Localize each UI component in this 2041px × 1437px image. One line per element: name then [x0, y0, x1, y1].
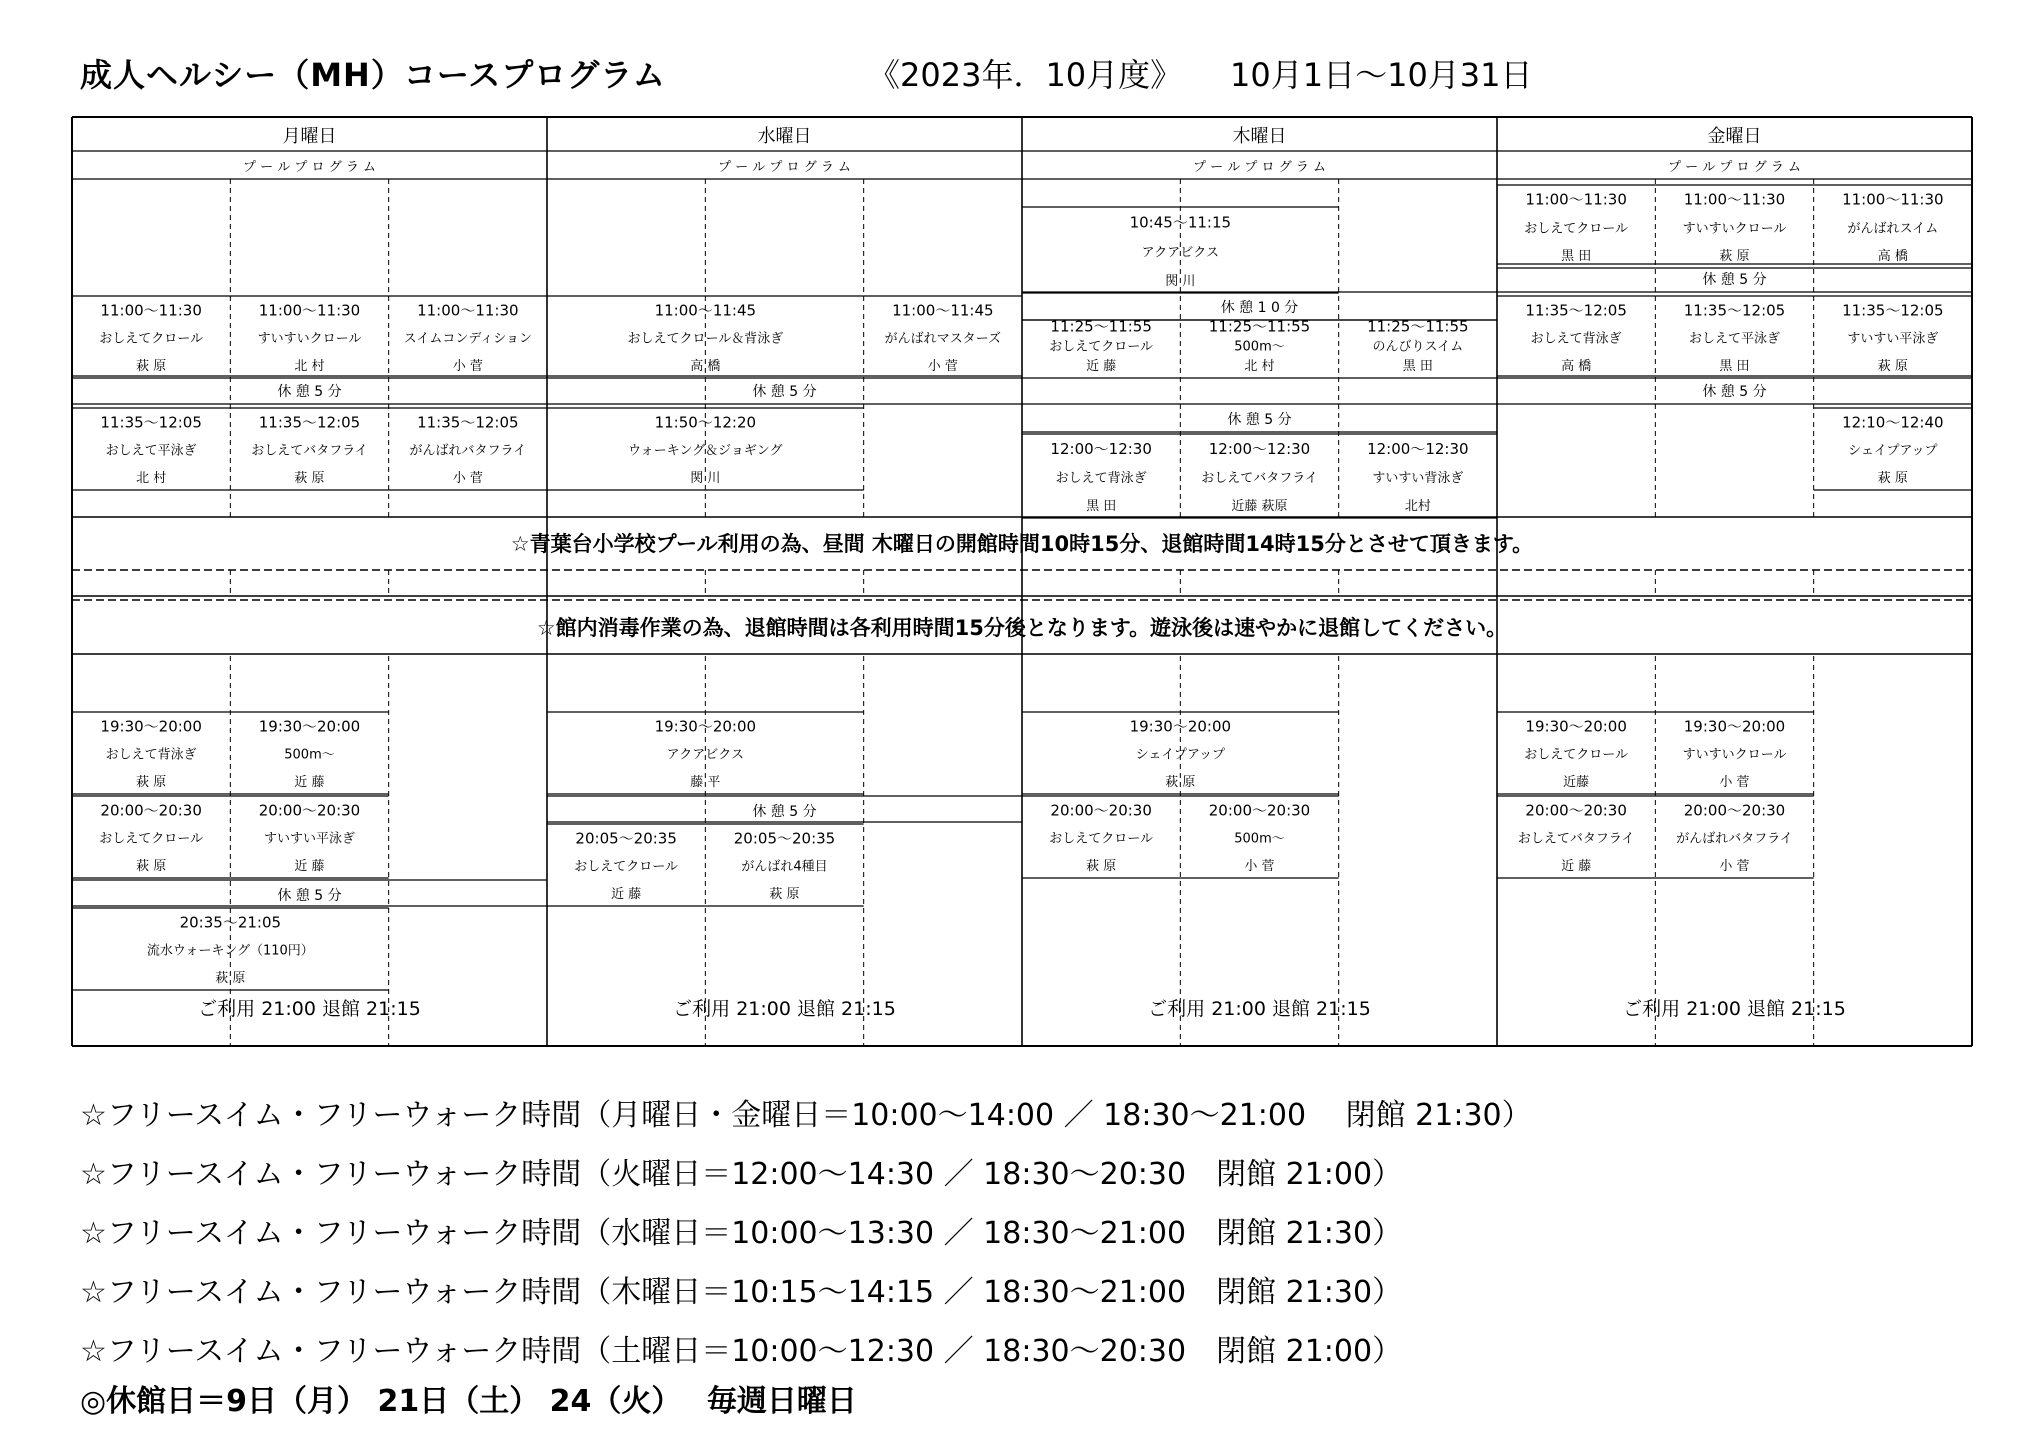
class-time: 11:00～11:30	[1525, 190, 1627, 209]
class-teacher: 萩 原	[136, 775, 167, 790]
class-time: 11:25～11:55	[1050, 317, 1152, 336]
class-cell	[1130, 214, 1231, 289]
closing-time-0: ご利用 21:00 退館 21:15	[198, 998, 421, 1020]
class-cell	[1524, 191, 1628, 264]
class-name: おしえてクロール	[574, 859, 679, 875]
rest-label-6: 休 憩 5 分	[752, 804, 817, 820]
class-name: すいすいクロール	[1682, 221, 1787, 237]
class-teacher: 小 菅	[927, 359, 958, 374]
class-time: 11:00～11:45	[654, 301, 757, 320]
class-time: 12:10～12:40	[1842, 413, 1944, 432]
pool-program-label-2: プ ー ル プ ロ グ ラ ム	[1193, 160, 1326, 175]
class-cell	[259, 801, 360, 874]
class-cell	[1683, 717, 1787, 790]
class-teacher: 萩 原	[136, 859, 167, 874]
class-time: 20:00～20:30	[258, 801, 361, 820]
rest-label-0: 休 憩 5 分	[277, 384, 342, 400]
free-swim-note-2: ☆フリースイム・フリーウォーク時間（火曜日＝12:00～14:30 ／ 18:30～20:30 閉館 21:00）	[80, 1157, 1403, 1192]
class-teacher: 近藤 萩原	[1231, 499, 1288, 514]
class-teacher: 萩 原	[294, 471, 325, 486]
class-name: おしえて背泳ぎ	[1055, 471, 1147, 486]
class-name: すいすい平泳ぎ	[263, 831, 356, 847]
class-time: 20:35～21:05	[179, 913, 282, 932]
class-name: おしえてクロール	[1049, 339, 1154, 355]
class-name: おしえてバタフライ	[1517, 831, 1635, 847]
class-time: 19:30～20:00	[654, 717, 757, 736]
class-time: 11:25～11:55	[1208, 317, 1311, 336]
class-cell	[1525, 301, 1626, 374]
class-cell	[1201, 440, 1318, 514]
class-name: 500m～	[1234, 339, 1285, 355]
class-teacher: 黒 田	[1719, 359, 1750, 374]
class-cell	[885, 301, 1001, 374]
class-time: 11:35～12:05	[1842, 301, 1944, 320]
class-name: 流水ウォーキング（110円）	[146, 943, 314, 959]
free-swim-note-5: ☆フリースイム・フリーウォーク時間（土曜日＝10:00～12:30 ／ 18:30～20:30 閉館 21:00）	[80, 1334, 1403, 1369]
class-name: スイムコンディション	[403, 331, 533, 347]
class-time: 11:00～11:30	[1842, 190, 1944, 209]
class-cell	[99, 801, 203, 874]
class-teacher: 黒 田	[1561, 249, 1592, 264]
free-swim-note-1: ☆フリースイム・フリーウォーク時間（月曜日・金曜日＝10:00～14:00 ／ 18:30～21:00 閉館 21:30）	[80, 1098, 1532, 1133]
class-time: 11:00～11:30	[417, 301, 519, 320]
class-time: 12:00～12:30	[1367, 440, 1469, 458]
class-time: 19:30～20:00	[1525, 717, 1627, 736]
class-name: おしえてクロール	[99, 331, 204, 347]
period-label: 《2023年．10月度》	[868, 56, 1183, 94]
class-cell	[1050, 440, 1151, 514]
class-teacher: 近 藤	[611, 887, 642, 902]
class-cell	[147, 913, 314, 986]
rest-label-10min: 休 憩 1 0 分	[1220, 300, 1299, 316]
class-teacher: 高 橋	[690, 359, 721, 374]
class-name: がんばれマスターズ	[884, 331, 1002, 347]
class-name: すいすい背泳ぎ	[1372, 471, 1464, 486]
class-name: がんばれバタフライ	[409, 443, 527, 459]
class-teacher: 北 村	[136, 471, 167, 486]
class-time: 11:35～12:05	[100, 413, 202, 432]
class-cell	[99, 301, 203, 374]
class-time: 11:00～11:30	[100, 301, 202, 320]
class-name: ウォーキング＆ジョギング	[628, 443, 783, 459]
class-cell	[655, 717, 756, 790]
class-teacher: 萩 原	[1165, 775, 1196, 790]
class-time: 11:25～11:55	[1367, 317, 1469, 336]
class-name: 500m～	[1234, 831, 1285, 847]
class-cell	[410, 413, 527, 486]
class-name: おしえてクロール	[1049, 831, 1154, 847]
class-cell	[1842, 191, 1943, 264]
closed-days-note: ◎休館日＝9日（月） 21日（土） 24（火） 毎週日曜日	[80, 1384, 857, 1419]
notice-banner-1: ☆青葉台小学校プール利用の為、昼間 木曜日の開館時間10時15分、退館時間14時15分とさせて頂きます。	[510, 532, 1534, 556]
class-name: アクアビクス	[666, 747, 745, 763]
class-teacher: 関 川	[1165, 274, 1196, 289]
class-teacher: 近藤	[1563, 775, 1590, 790]
class-name: おしえてクロール	[1524, 221, 1629, 237]
class-time: 11:35～12:05	[1683, 301, 1786, 320]
closing-time-1: ご利用 21:00 退館 21:15	[673, 998, 896, 1020]
class-name: おしえて平泳ぎ	[105, 443, 197, 459]
class-teacher: 小 菅	[452, 471, 483, 486]
class-name: シェイプアップ	[1848, 443, 1938, 459]
class-time: 20:00～20:30	[100, 801, 202, 820]
class-cell	[100, 413, 201, 486]
day-header-3: 金曜日	[1707, 126, 1762, 147]
class-name: おしえてクロール	[1524, 747, 1629, 763]
class-time: 11:50～12:20	[654, 413, 757, 432]
class-time: 20:00～20:30	[1525, 801, 1627, 820]
class-time: 19:30～20:00	[1129, 717, 1232, 736]
class-teacher: 萩 原	[1719, 249, 1750, 264]
class-cell	[1684, 301, 1785, 374]
class-cell	[1049, 801, 1153, 874]
class-teacher: 高 橋	[1877, 249, 1908, 264]
class-teacher: 近 藤	[1086, 359, 1117, 374]
class-name: すいすいクロール	[257, 331, 362, 347]
class-teacher: 高 橋	[1561, 359, 1592, 374]
class-cell	[1049, 317, 1153, 374]
class-teacher: 萩 原	[1086, 859, 1117, 874]
class-name: がんばれスイム	[1847, 221, 1939, 237]
class-time: 11:00～11:30	[258, 301, 361, 320]
class-time: 11:35～12:05	[258, 413, 361, 432]
class-teacher: 萩 原	[1877, 359, 1908, 374]
class-name: おしえてクロール	[99, 831, 204, 847]
class-teacher: 小 菅	[1719, 859, 1750, 874]
class-teacher: 北村	[1404, 499, 1431, 514]
free-swim-note-3: ☆フリースイム・フリーウォーク時間（水曜日＝10:00～13:30 ／ 18:30～21:00 閉館 21:30）	[80, 1216, 1403, 1251]
pool-program-label-1: プ ー ル プ ロ グ ラ ム	[718, 160, 851, 175]
class-cell	[1842, 413, 1943, 486]
rest-label-1: 休 憩 5 分	[752, 384, 817, 400]
class-name: アクアビクス	[1141, 245, 1220, 261]
class-teacher: 小 菅	[452, 359, 483, 374]
day-header-0: 月曜日	[282, 126, 337, 147]
class-time: 11:35～12:05	[1525, 301, 1627, 320]
class-cell	[628, 413, 782, 486]
class-cell	[1209, 317, 1310, 374]
class-time: 20:00～20:30	[1208, 801, 1311, 820]
class-name: シェイプアップ	[1135, 747, 1226, 763]
class-teacher: 北 村	[294, 359, 325, 374]
class-cell	[734, 829, 835, 902]
class-time: 10:45～11:15	[1129, 213, 1232, 232]
class-name: すいすいクロール	[1682, 747, 1787, 763]
page-title: 成人ヘルシー（MH）コースプログラム	[80, 56, 666, 94]
class-name: おしえてバタフライ	[251, 443, 368, 459]
class-teacher: 小 菅	[1244, 859, 1275, 874]
class-cell	[404, 301, 532, 374]
date-range: 10月1日～10月31日	[1230, 56, 1533, 94]
pool-program-label-3: プ ー ル プ ロ グ ラ ム	[1668, 160, 1801, 175]
class-name: がんばれバタフライ	[1676, 831, 1793, 847]
class-name: おしえてバタフライ	[1201, 471, 1318, 486]
class-teacher: 小 菅	[1719, 775, 1750, 790]
class-cell	[100, 717, 201, 790]
class-cell	[258, 301, 362, 374]
class-teacher: 近 藤	[1561, 859, 1592, 874]
class-time: 20:05～20:35	[733, 829, 836, 848]
class-teacher: 萩 原	[136, 359, 167, 374]
class-time: 20:00～20:30	[1683, 801, 1786, 820]
class-cell	[1367, 440, 1468, 514]
class-teacher: 近 藤	[294, 775, 325, 790]
closing-time-3: ご利用 21:00 退館 21:15	[1623, 998, 1846, 1020]
class-name: すいすい平泳ぎ	[1847, 331, 1939, 347]
class-teacher: 黒 田	[1402, 359, 1433, 374]
class-cell	[1130, 717, 1231, 790]
class-teacher: 萩 原	[1877, 471, 1908, 486]
class-time: 11:00～11:45	[892, 301, 994, 320]
day-header-1: 水曜日	[757, 126, 812, 147]
class-cell	[1367, 317, 1468, 374]
class-cell	[1524, 717, 1628, 790]
free-swim-note-4: ☆フリースイム・フリーウォーク時間（木曜日＝10:15～14:15 ／ 18:30～21:00 閉館 21:30）	[80, 1275, 1403, 1310]
class-time: 11:35～12:05	[417, 413, 519, 432]
class-time: 19:30～20:00	[100, 717, 202, 736]
class-time: 11:00～11:30	[1683, 190, 1786, 209]
rest-label-5: 休 憩 5 分	[277, 888, 342, 904]
class-teacher: 萩 原	[215, 971, 246, 986]
class-name: おしえてクロール＆背泳ぎ	[627, 331, 784, 347]
rest-label-3: 休 憩 5 分	[1702, 272, 1767, 288]
class-name: おしえて背泳ぎ	[1530, 331, 1622, 347]
class-name: おしえて背泳ぎ	[105, 747, 197, 763]
class-time: 12:00～12:30	[1208, 440, 1311, 458]
class-cell	[1842, 301, 1943, 374]
class-name: おしえて平泳ぎ	[1688, 331, 1781, 347]
rest-label-4: 休 憩 5 分	[1227, 412, 1292, 428]
class-cell	[574, 829, 678, 902]
class-teacher: 近 藤	[294, 859, 325, 874]
class-cell	[1518, 801, 1635, 874]
class-teacher: 萩 原	[769, 887, 800, 902]
day-header-2: 木曜日	[1232, 126, 1287, 147]
class-name: のんびりスイム	[1372, 339, 1464, 355]
class-cell	[1683, 191, 1787, 264]
class-time: 20:00～20:30	[1050, 801, 1152, 820]
rest-label-2: 休 憩 5 分	[1702, 384, 1767, 400]
class-cell	[259, 717, 360, 790]
class-time: 20:05～20:35	[575, 829, 677, 848]
class-name: 500m～	[284, 747, 335, 763]
pool-program-label-0: プ ー ル プ ロ グ ラ ム	[243, 160, 376, 175]
class-cell	[1676, 801, 1793, 874]
class-teacher: 黒 田	[1086, 499, 1117, 514]
class-time: 19:30～20:00	[1683, 717, 1786, 736]
class-teacher: 藤 平	[690, 775, 721, 790]
class-cell	[1209, 801, 1310, 874]
class-cell	[251, 413, 368, 486]
class-time: 12:00～12:30	[1050, 440, 1152, 458]
closing-time-2: ご利用 21:00 退館 21:15	[1148, 998, 1371, 1020]
class-name: がんばれ4種目	[741, 859, 828, 875]
class-time: 19:30～20:00	[258, 717, 361, 736]
class-teacher: 関 川	[690, 471, 721, 486]
class-teacher: 北 村	[1244, 359, 1275, 374]
notice-banner-2: ☆館内消毒作業の為、退館時間は各利用時間15分後となります。遊泳後は速やかに退館してください。	[536, 616, 1508, 640]
class-cell	[627, 301, 783, 374]
